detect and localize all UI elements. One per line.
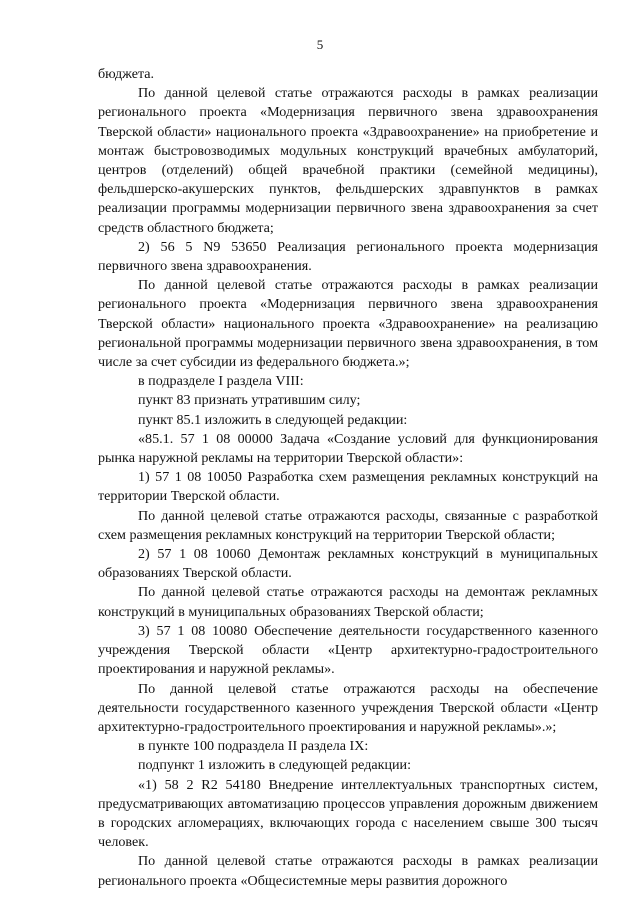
paragraph-regional-program: По данной целевой статье отражаются расходы в рамках реализации регионального проекта «Модернизация первичного звена здравоохранения Тверской области» национального проекта «Здравоохранение» на реализацию региональной программы модернизации первичного звена здравоохранения, в том числе за счет субсидии из федерального бюджета.»; [98,277,598,371]
list-item-56-5-n9-53650: 2) 56 5 N9 53650 Реализация регионального проекта модернизация первичного звена здравоохранения. [98,238,598,275]
paragraph-budget-end: бюджета. [98,66,155,82]
paragraph-task-85-1: «85.1. 57 1 08 00000 Задача «Создание условий для функционирования рынка наружной рекламы на территории Тверской области»: [98,430,598,467]
paragraph-subsection-viii: в подразделе I раздела VIII: [138,373,304,390]
paragraph-dismantling-expenses: По данной целевой статье отражаются расходы на демонтаж рекламных конструкций в муниципальных образованиях Тверской области; [98,584,598,620]
paragraph-modular-constructions: По данной целевой статье отражаются расходы в рамках реализации регионального проекта «Модернизация первичного звена здравоохранения Тверской области» национального проекта «Здравоохранение» на приобретение и монтаж быстровозводимых модульных конструкций врачебных амбулаторий, центров (отделений) общей врачебной практики (семейной медицины), фельдшерско-акушерских пунктов, фельдшерских здравпунктов в рамках реализации программы модернизации первичного звена здравоохранения за счет средств областного бюджета; [98,85,598,236]
paragraph-item-100: в пункте 100 подраздела II раздела IX: [138,738,369,755]
paragraph-road-measures: По данной целевой статье отражаются расходы в рамках реализации регионального проекта «Общесистемные меры развития дорожного [98,853,598,889]
list-item-58-2-r2-54180: «1) 58 2 R2 54180 Внедрение интеллектуальных транспортных систем, предусматривающих автоматизацию процессов управления дорожным движением в городских агломерациях, включающих города с населением свыше 300 тысяч человек. [98,776,598,851]
paragraph-item-85-1: пункт 85.1 изложить в следующей редакции: [138,411,408,428]
list-item-57-1-08-10060: 2) 57 1 08 10060 Демонтаж рекламных конструкций в муниципальных образованиях Тверской области. [98,546,598,582]
paragraph-center-expenses: По данной целевой статье отражаются расходы на обеспечение деятельности государственного казенного учреждения Тверской области «Центр архитектурно-градостроительного проектирования и наружной рекламы».»; [98,680,598,735]
list-item-57-1-08-10080: 3) 57 1 08 10080 Обеспечение деятельности государственного казенного учреждения Тверской области «Центр архитектурно-градостроительного проектирования и наружной рекламы». [98,622,598,678]
document-body [98,65,598,891]
page-number: 5 [316,37,324,52]
paragraph-subitem-1: подпункт 1 изложить в следующей редакции: [138,757,412,774]
paragraph-schemes-expenses: По данной целевой статье отражаются расходы, связанные с разработкой схем размещения рекламных конструкций на территории Тверской области; [98,507,598,543]
paragraph-item-83: пункт 83 признать утратившим силу; [138,392,361,409]
list-item-57-1-08-10050: 1) 57 1 08 10050 Разработка схем размещения рекламных конструкций на территории Тверской области. [98,469,598,505]
